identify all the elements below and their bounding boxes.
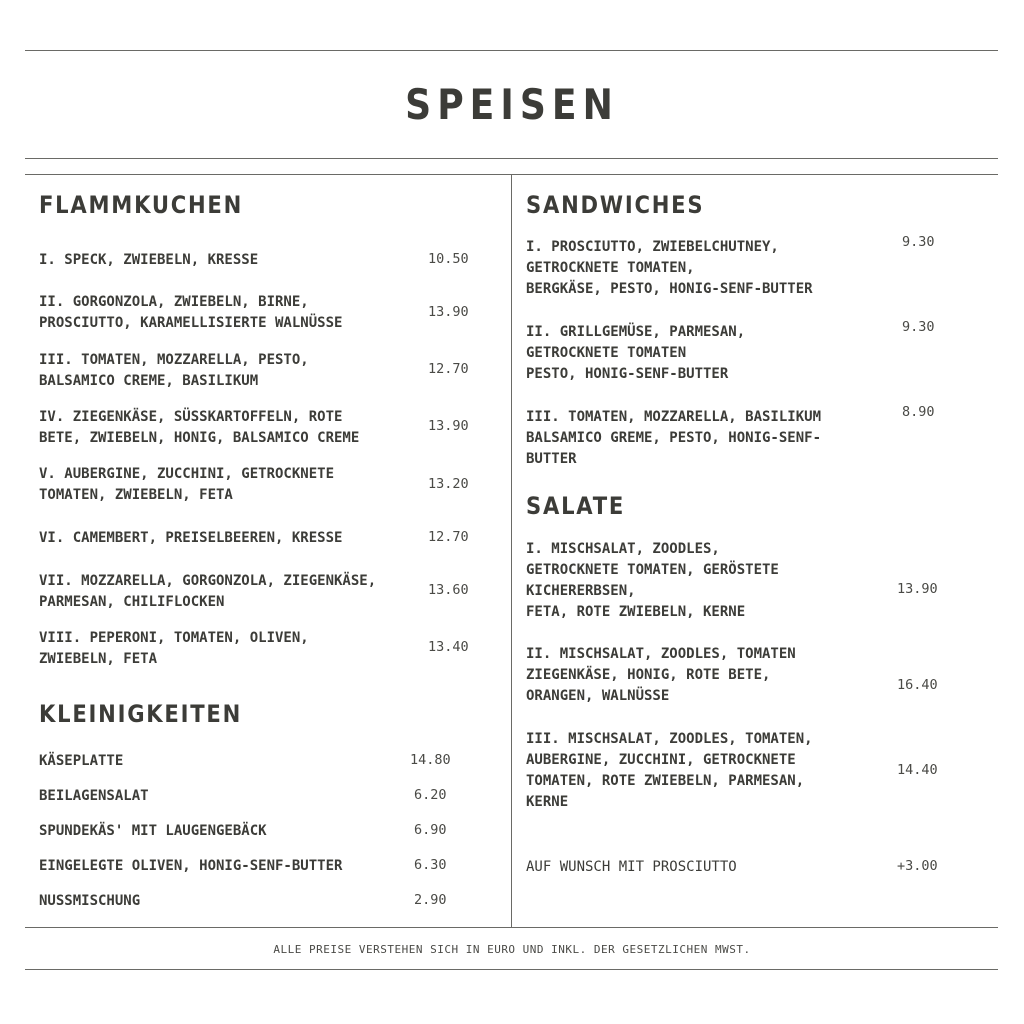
salat-price-3: 14.40 <box>897 762 938 778</box>
kleinigkeiten-item-5: NUSSMISCHUNG <box>39 893 141 909</box>
flammkuchen-price-2: 13.90 <box>428 304 469 320</box>
kleinigkeiten-item-2: BEILAGENSALAT <box>39 788 149 804</box>
salat-extra: AUF WUNSCH MIT PROSCIUTTO <box>526 859 737 875</box>
salate-heading: SALATE <box>526 492 626 520</box>
salat-extra-price: +3.00 <box>897 858 938 874</box>
flammkuchen-item-7: VII. MOZZARELLA, GORGONZOLA, ZIEGENKÄSE, PARMESAN, CHILIFLOCKEN <box>39 573 377 610</box>
footer-note: ALLE PREISE VERSTEHEN SICH IN EURO UND INKL. DER GESETZLICHEN MWST. <box>273 943 751 956</box>
salat-item-3: III. MISCHSALAT, ZOODLES, TOMATEN, AUBERGINE, ZUCCHINI, GETROCKNETE TOMATEN, ROTE ZWIEBELN, PARMESAN, KERNE <box>526 731 813 810</box>
kleinigkeiten-price-1: 14.80 <box>410 752 451 768</box>
flammkuchen-price-6: 12.70 <box>428 529 469 545</box>
flammkuchen-heading: FLAMMKUCHEN <box>39 191 244 219</box>
flammkuchen-item-3: III. TOMATEN, MOZZARELLA, PESTO, BALSAMICO CREME, BASILIKUM <box>39 352 309 389</box>
kleinigkeiten-item-3: SPUNDEKÄS' MIT LAUGENGEBÄCK <box>39 823 267 839</box>
salat-price-1: 13.90 <box>897 581 938 597</box>
flammkuchen-price-1: 10.50 <box>428 251 469 267</box>
flammkuchen-item-1: I. SPECK, ZWIEBELN, KRESSE <box>39 252 259 268</box>
salat-item-2: II. MISCHSALAT, ZOODLES, TOMATEN ZIEGENKÄSE, HONIG, ROTE BETE, ORANGEN, WALNÜSSE <box>526 646 796 704</box>
columns-bottom-rule <box>25 927 998 928</box>
sandwiches-heading: SANDWICHES <box>526 191 705 219</box>
kleinigkeiten-heading: KLEINIGKEITEN <box>39 700 243 728</box>
flammkuchen-item-5: V. AUBERGINE, ZUCCHINI, GETROCKNETE TOMATEN, ZWIEBELN, FETA <box>39 466 335 503</box>
flammkuchen-item-8: VIII. PEPERONI, TOMATEN, OLIVEN, ZWIEBELN, FETA <box>39 630 309 667</box>
sandwich-item-3: III. TOMATEN, MOZZARELLA, BASILIKUM BALSAMICO GREME, PESTO, HONIG-SENF- BUTTER <box>526 409 822 467</box>
flammkuchen-price-8: 13.40 <box>428 639 469 655</box>
footer-bottom-rule <box>25 969 998 970</box>
flammkuchen-item-6: VI. CAMEMBERT, PREISELBEEREN, KRESSE <box>39 530 343 546</box>
salat-item-1: I. MISCHSALAT, ZOODLES, GETROCKNETE TOMATEN, GERÖSTETE KICHERERBSEN, FETA, ROTE ZWIEBELN, KERNE <box>526 541 779 620</box>
flammkuchen-item-2: II. GORGONZOLA, ZWIEBELN, BIRNE, PROSCIUTTO, KARAMELLISIERTE WALNÜSSE <box>39 294 343 331</box>
sandwich-price-2: 9.30 <box>902 319 935 335</box>
kleinigkeiten-price-4: 6.30 <box>414 857 447 873</box>
title-bottom-rule <box>25 158 998 159</box>
flammkuchen-price-5: 13.20 <box>428 476 469 492</box>
kleinigkeiten-item-4: EINGELEGTE OLIVEN, HONIG-SENF-BUTTER <box>39 858 343 874</box>
kleinigkeiten-item-1: KÄSEPLATTE <box>39 753 124 769</box>
flammkuchen-item-4: IV. ZIEGENKÄSE, SÜSSKARTOFFELN, ROTE BETE, ZWIEBELN, HONIG, BALSAMICO CREME <box>39 409 360 446</box>
kleinigkeiten-price-5: 2.90 <box>414 892 447 908</box>
salat-price-2: 16.40 <box>897 677 938 693</box>
sandwich-price-3: 8.90 <box>902 404 935 420</box>
sandwich-price-1: 9.30 <box>902 234 935 250</box>
sandwich-item-1: I. PROSCIUTTO, ZWIEBELCHUTNEY, GETROCKNETE TOMATEN, BERGKÄSE, PESTO, HONIG-SENF-BUTTER <box>526 239 813 297</box>
kleinigkeiten-price-3: 6.90 <box>414 822 447 838</box>
column-divider <box>511 175 512 927</box>
kleinigkeiten-price-2: 6.20 <box>414 787 447 803</box>
flammkuchen-price-7: 13.60 <box>428 582 469 598</box>
flammkuchen-price-4: 13.90 <box>428 418 469 434</box>
page-title: SPEISEN <box>405 80 619 129</box>
flammkuchen-price-3: 12.70 <box>428 361 469 377</box>
top-rule <box>25 50 998 51</box>
sandwich-item-2: II. GRILLGEMÜSE, PARMESAN, GETROCKNETE TOMATEN PESTO, HONIG-SENF-BUTTER <box>526 324 746 382</box>
